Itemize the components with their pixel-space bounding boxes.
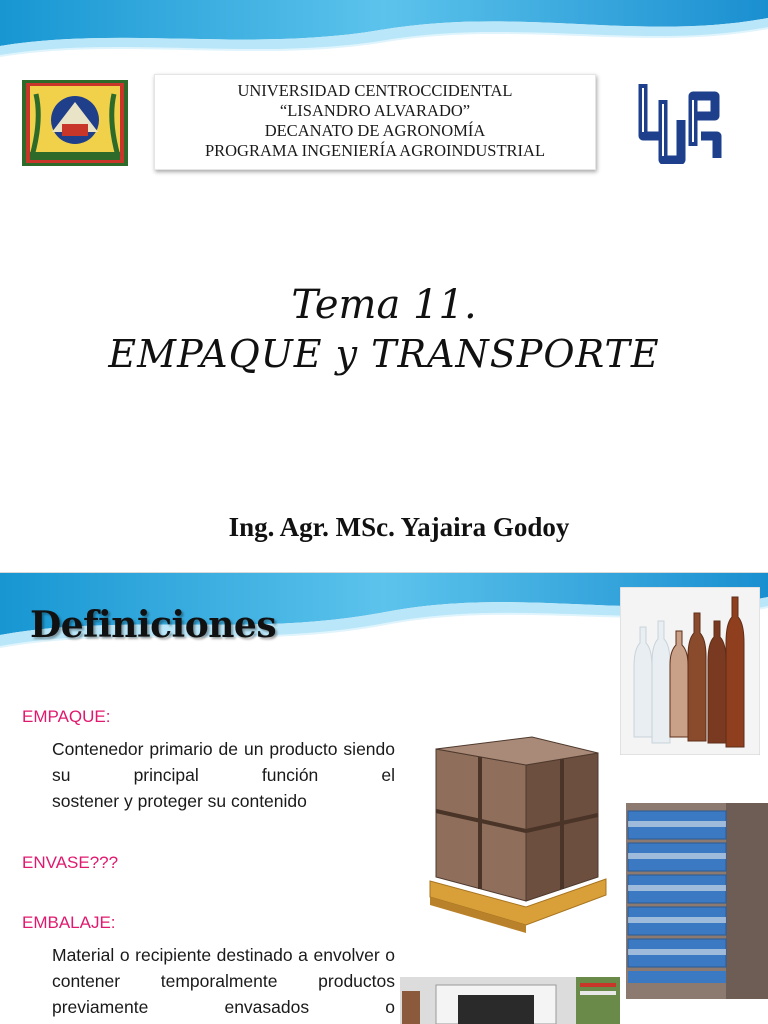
heading-empaque: EMPAQUE: [22,707,111,726]
slide-title-line-2: EMPAQUE y TRANSPORTE [108,332,660,376]
paragraph-empaque-text: Contenedor primario de un producto siendo su principal función el [52,739,395,785]
paragraph-embalaje-text: Material o recipiente destinado a envolver o contener temporalmente productos previamente envasados o [52,945,395,1017]
truck-photo [400,977,620,1024]
ucla-logo [633,80,723,164]
paragraph-empaque-last-line: sostener y proteger su contenido [52,791,307,811]
heading-embalaje: EMBALAJE: [22,913,116,932]
institution-line-4: PROGRAMA INGENIERÍA AGROINDUSTRIAL [204,141,546,160]
university-crest-logo [22,80,128,166]
institution-box [154,74,596,170]
heading-envase: ENVASE??? [22,853,119,872]
paragraph-empaque [52,736,395,814]
bottles-photo [620,587,760,755]
slide-title-line-1: Tema 11. [291,282,477,328]
definitions-slide [0,573,768,1024]
author-name: Ing. Agr. MSc. Yajaira Godoy [228,512,570,542]
institution-line-1: UNIVERSIDAD CENTROCCIDENTAL [237,81,513,100]
stacked-crates-photo [626,803,768,999]
paragraph-embalaje [52,942,395,1020]
header-wave [0,0,768,70]
wooden-crate-photo [426,731,608,935]
institution-line-2: “LISANDRO ALVARADO” [279,101,471,120]
section-title: Definiciones [30,604,277,646]
institution-line-3: DECANATO DE AGRONOMÍA [264,121,486,140]
